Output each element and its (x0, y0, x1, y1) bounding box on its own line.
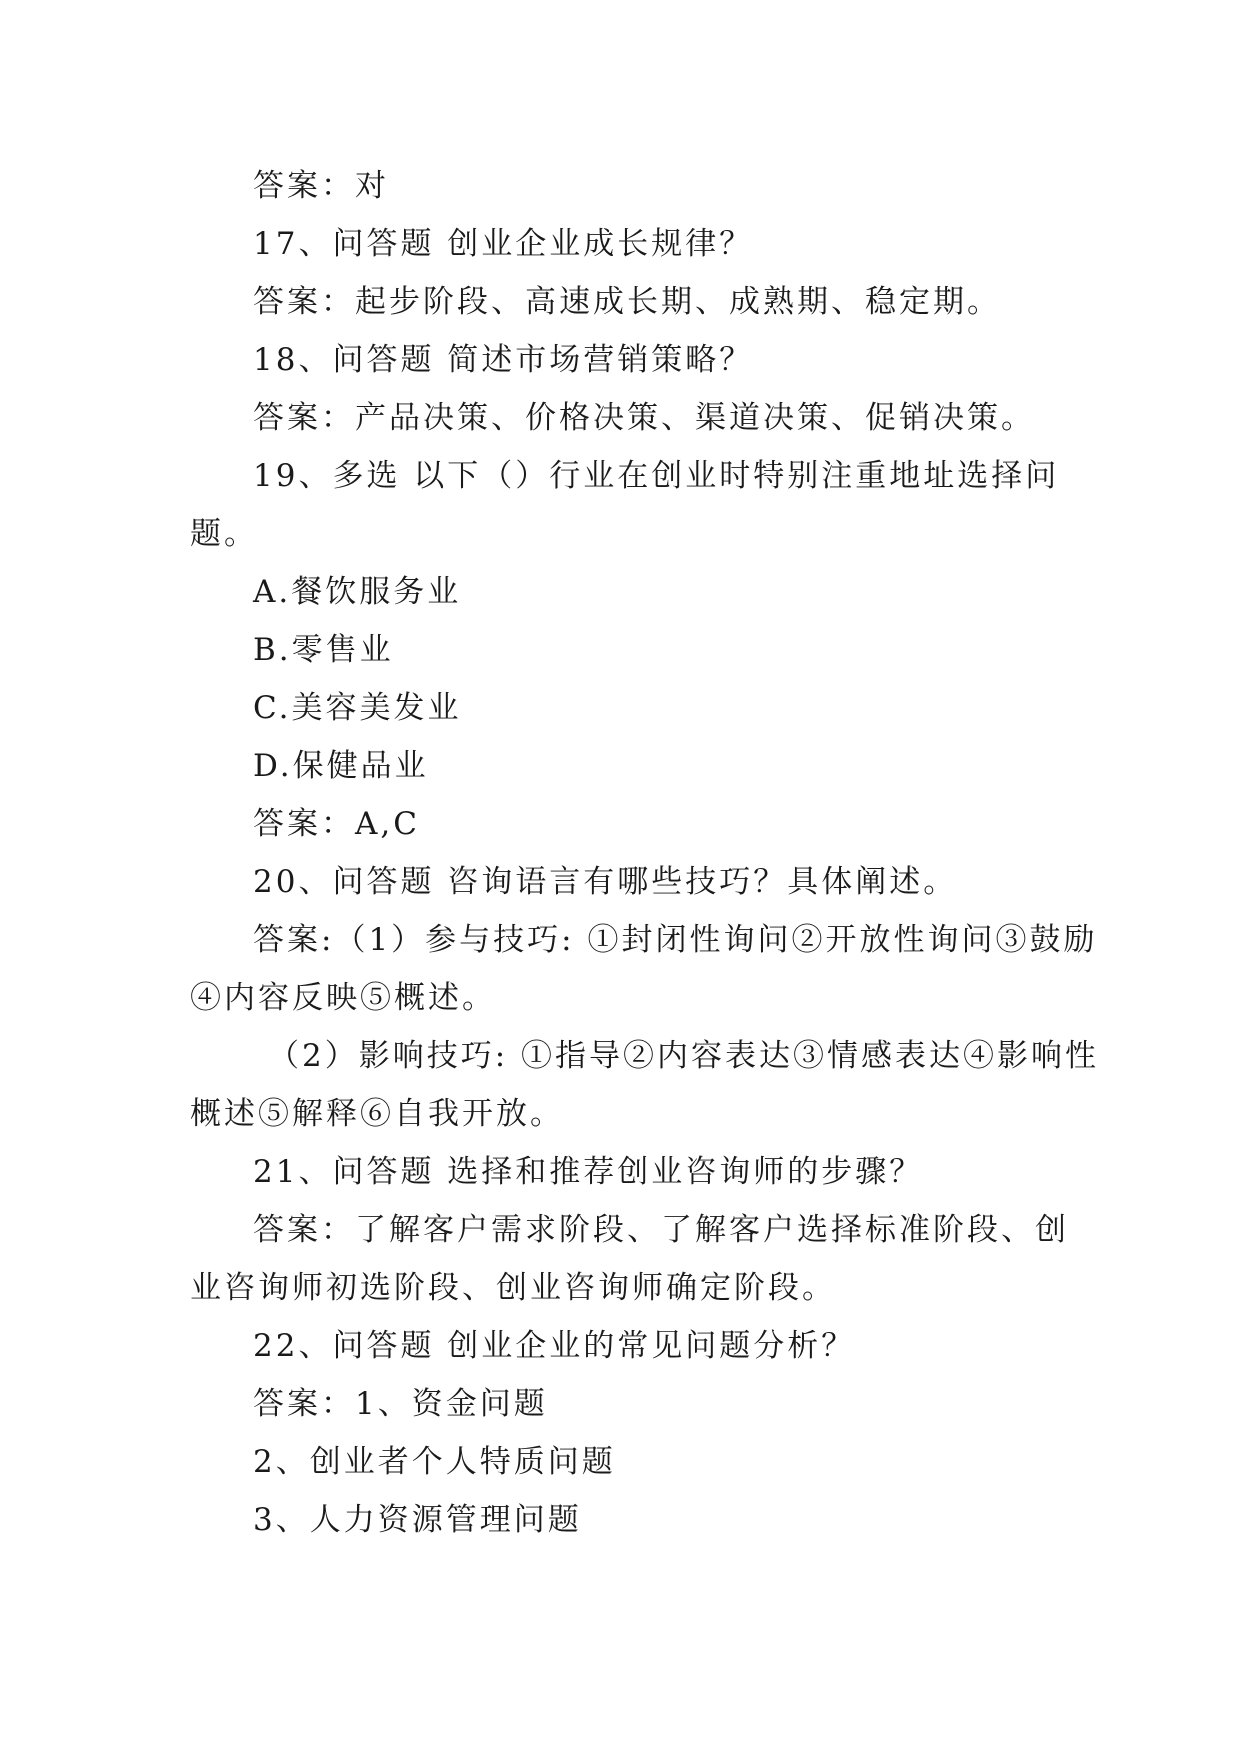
answer-21-continued: 业咨询师初选阶段、创业咨询师确定阶段。 (190, 1270, 836, 1306)
answer-18: 答案：产品决策、价格决策、渠道决策、促销决策。 (253, 400, 1035, 436)
answer-16: 答案：对 (253, 168, 389, 204)
question-17: 17、问答题 创业企业成长规律？ (253, 226, 754, 262)
question-19-continued: 题。 (190, 516, 258, 552)
answer-22-item3: 3、人力资源管理问题 (253, 1502, 582, 1538)
answer-17: 答案：起步阶段、高速成长期、成熟期、稳定期。 (253, 284, 1001, 320)
option-d: D.保健品业 (253, 748, 429, 784)
question-20: 20、问答题 咨询语言有哪些技巧？具体阐述。 (253, 864, 958, 900)
answer-20-part1: 答案:（1）参与技巧: ①封闭性询问②开放性询问③鼓励 (253, 922, 1098, 958)
answer-19: 答案：A,C (253, 806, 420, 842)
answer-21: 答案：了解客户需求阶段、了解客户选择标准阶段、创 (253, 1212, 1069, 1248)
question-18: 18、问答题 简述市场营销策略？ (253, 342, 754, 378)
option-a: A.餐饮服务业 (253, 574, 462, 610)
option-b: B.零售业 (253, 632, 394, 668)
answer-22-item2: 2、创业者个人特质问题 (253, 1444, 616, 1480)
question-19: 19、多选 以下（）行业在创业时特别注重地址选择问 (253, 458, 1060, 494)
answer-20-part1-continued: ④内容反映⑤概述。 (190, 980, 496, 1016)
option-c: C.美容美发业 (253, 690, 462, 726)
answer-22-item1: 答案：1、资金问题 (253, 1386, 548, 1422)
answer-20-part2: （2）影响技巧: ①指导②内容表达③情感表达④影响性 (268, 1038, 1100, 1074)
question-22: 22、问答题 创业企业的常见问题分析？ (253, 1328, 856, 1364)
answer-20-part2-continued: 概述⑤解释⑥自我开放。 (190, 1096, 564, 1132)
text-body (190, 157, 1100, 1549)
question-21: 21、问答题 选择和推荐创业咨询师的步骤？ (253, 1154, 924, 1190)
